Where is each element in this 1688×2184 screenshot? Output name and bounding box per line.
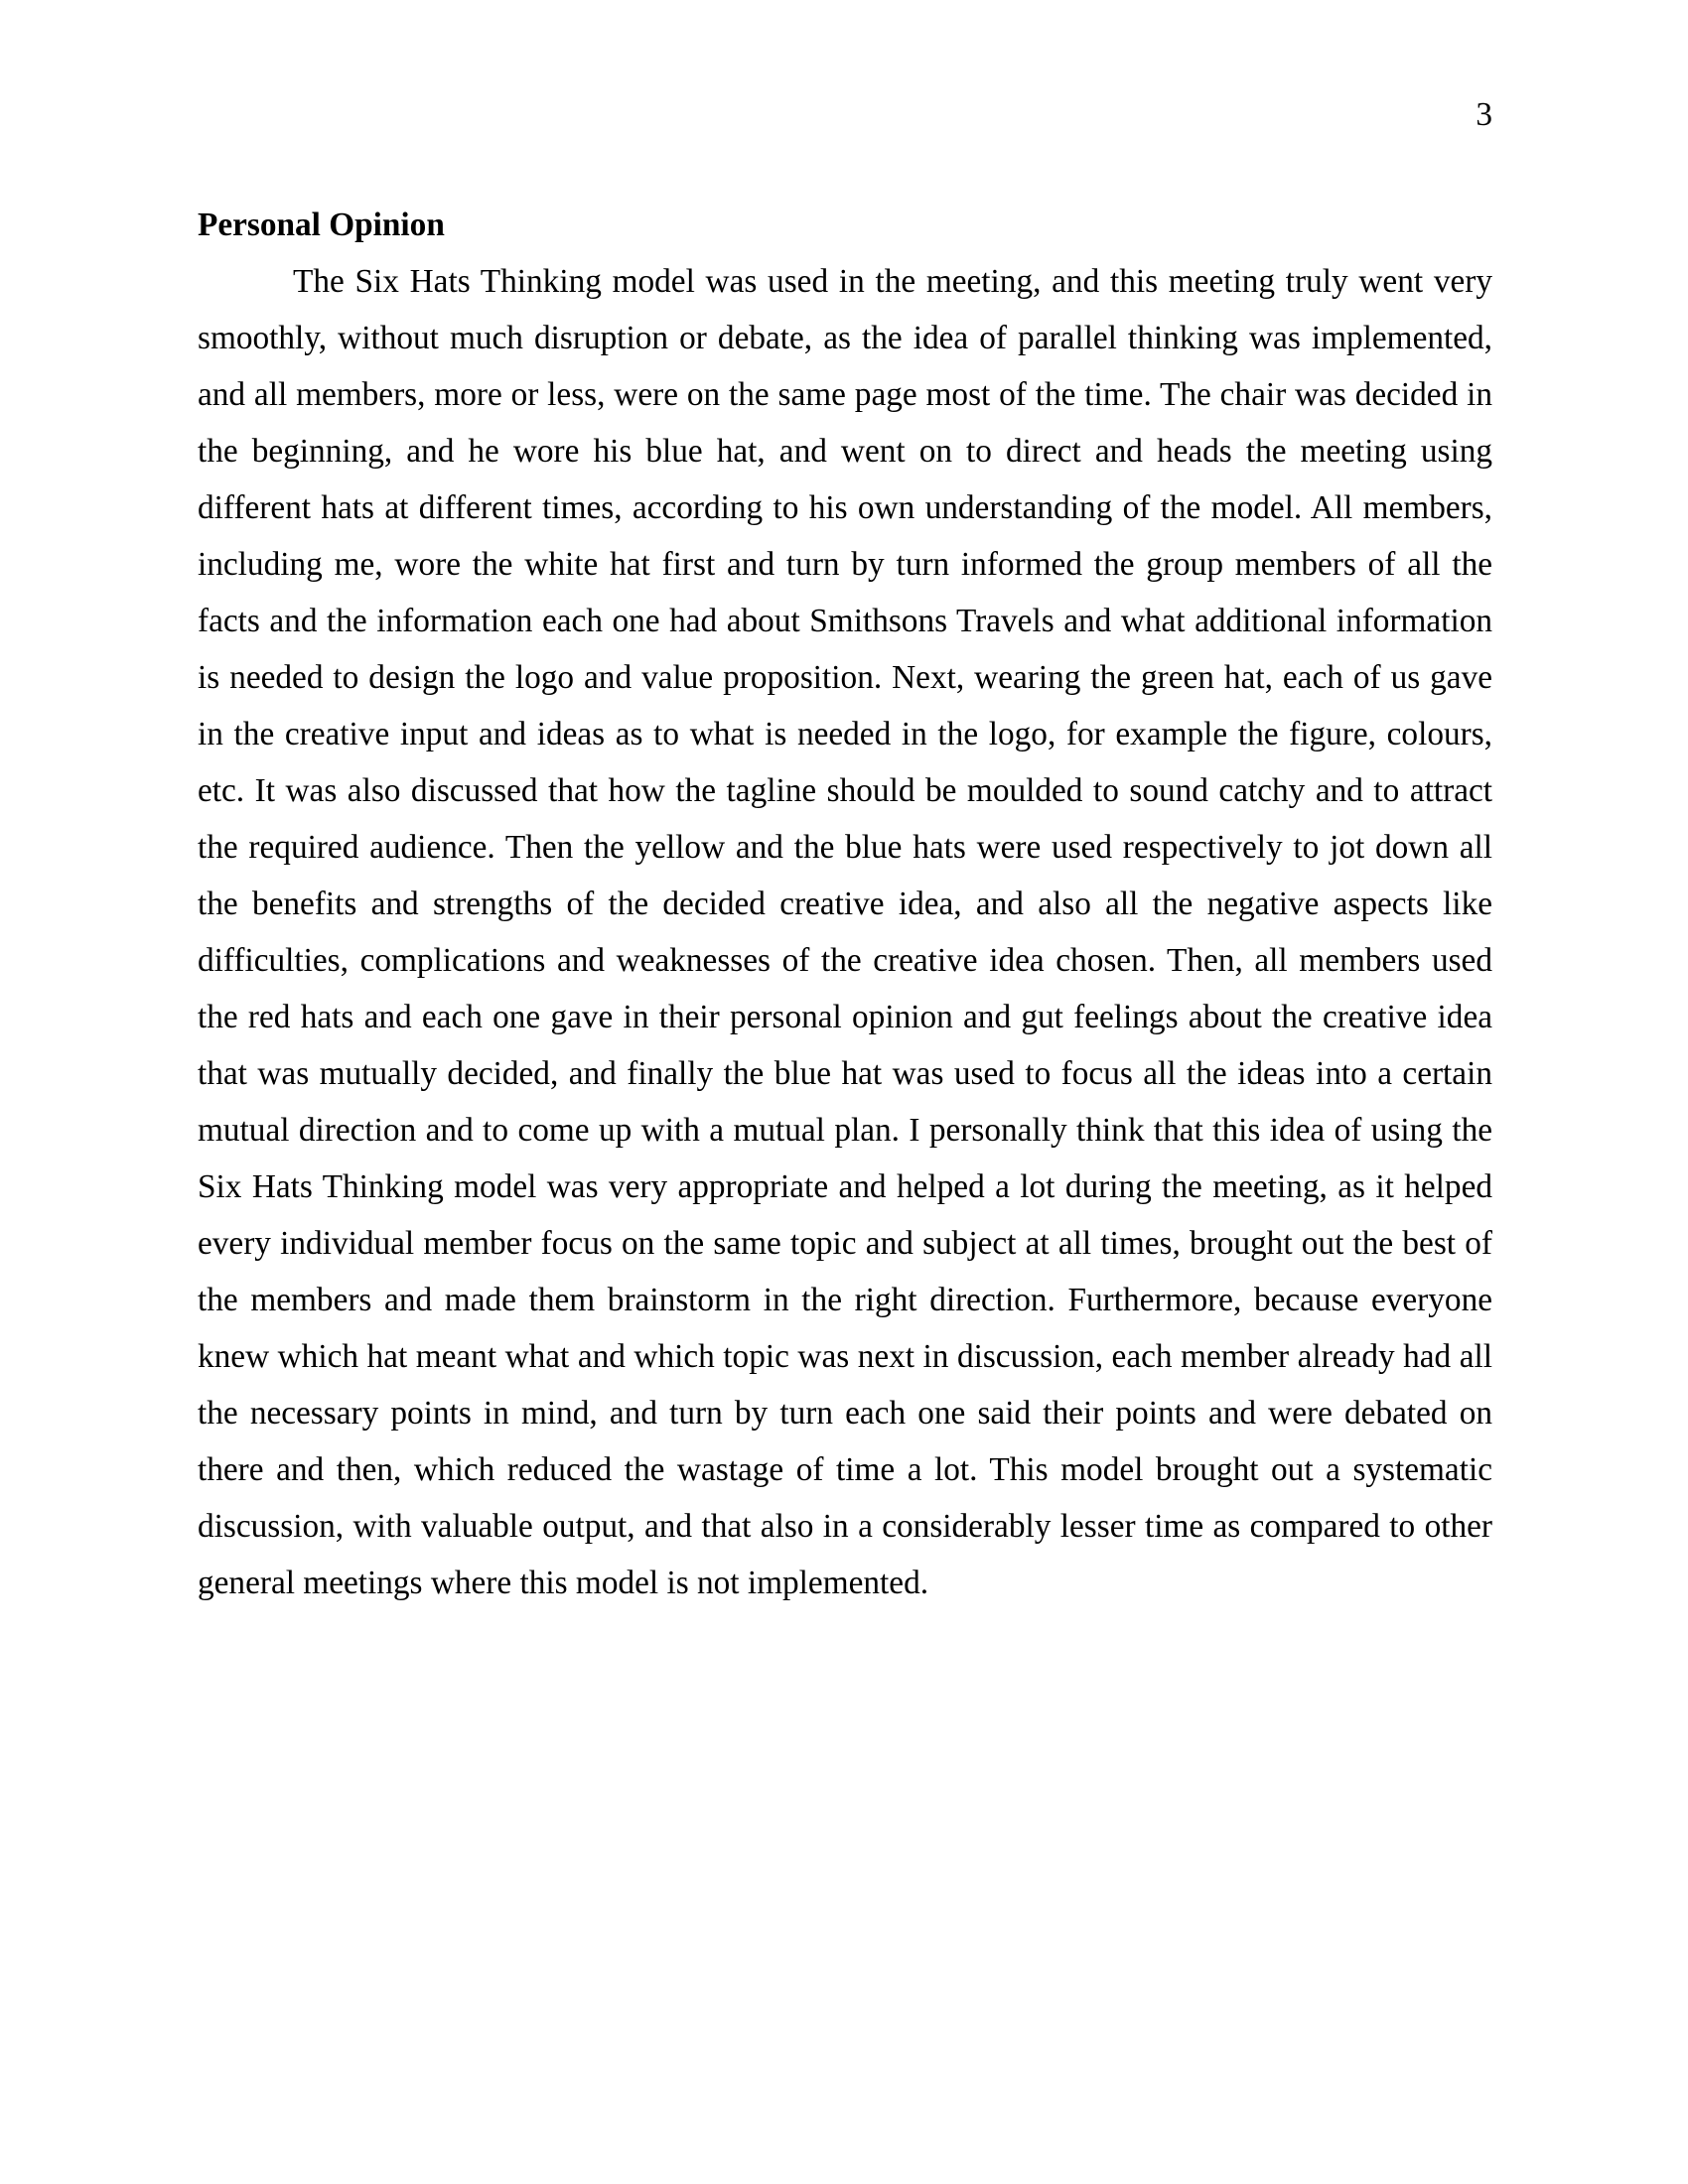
page-number: 3	[1476, 96, 1492, 133]
body-paragraph: The Six Hats Thinking model was used in the meeting, and this meeting truly went very smoothly, without much disruption or debate, as the idea of parallel thinking was implemented, and all members, more or less, were on the same page most of the time. The chair was decided in the beginning, and he wore his blue hat, and went on to direct and heads the meeting using different hats at different times, according to his own understanding of the model. All members, including me, wore the white hat first and turn by turn informed the group members of all the facts and the information each one had about Smithsons Travels and what additional information is needed to design the logo and value proposition. Next, wearing the green hat, each of us gave in the creative input and ideas as to what is needed in the logo, for example the figure, colours, etc. It was also discussed that how the tagline should be moulded to sound catchy and to attract the required audience. Then the yellow and the blue hats were used respectively to jot down all the benefits and strengths of the decided creative idea, and also all the negative aspects like difficulties, complications and weaknesses of the creative idea chosen. Then, all members used the red hats and each one gave in their personal opinion and gut feelings about the creative idea that was mutually decided, and finally the blue hat was used to focus all the ideas into a certain mutual direction and to come up with a mutual plan. I personally think that this idea of using the Six Hats Thinking model was very appropriate and helped a lot during the meeting, as it helped every individual member focus on the same topic and subject at all times, brought out the best of the members and made them brainstorm in the right direction. Furthermore, because everyone knew which hat meant what and which topic was next in discussion, each member already had all the necessary points in mind, and turn by turn each one said their points and were debated on there and then, which reduced the wastage of time a lot. This model brought out a systematic discussion, with valuable output, and that also in a considerably lesser time as compared to other general meetings where this model is not implemented.	[198, 263, 1492, 1601]
page-header	[198, 95, 1492, 135]
page-body	[198, 197, 1492, 1611]
section-heading: Personal Opinion	[198, 206, 445, 243]
